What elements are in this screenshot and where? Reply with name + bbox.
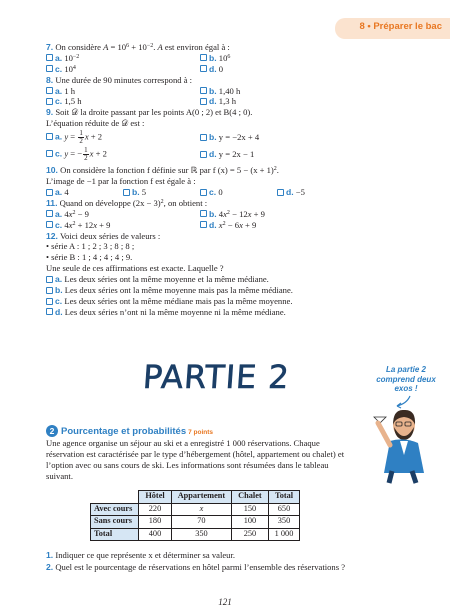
subquestion-1 [46,550,356,561]
option-text: 1,3 h [218,96,236,107]
option-letter: d. [209,96,217,107]
checkbox[interactable] [46,276,53,283]
checkbox[interactable] [200,65,207,72]
table-cell: 180 [139,516,171,529]
question-text-sep: . [153,42,158,52]
mascot-speech: La partie 2 comprend deux exos ! [376,365,436,393]
option-letter: c. [55,296,63,307]
option-12d[interactable] [46,307,426,318]
table-cell: 70 [171,516,231,529]
option-7b[interactable] [200,53,354,64]
question-text: Une durée de 90 minutes correspond à : [55,74,193,85]
question-text-end: , on obtient : [163,197,208,208]
column-header: Appartement [171,491,231,504]
table-cell: 250 [232,528,269,541]
checkbox[interactable] [46,221,53,228]
row-header: Sans cours [91,516,139,529]
option-letter: d. [55,306,63,317]
option-text: 0 [218,187,223,197]
checkbox[interactable] [200,210,207,217]
option-letter: a. [55,52,63,63]
question-text: Soit 𝒟 la droite passant par les points A(0 ; 2) et B(4 ; 0). [55,107,253,118]
checkbox[interactable] [277,189,284,196]
option-letter: d. [209,149,217,160]
option-letter: d. [209,219,217,230]
checkbox[interactable] [46,150,53,157]
option-11c[interactable]: c. $4x^2 + 12x + 9$ [46,220,200,231]
checkbox[interactable] [46,189,53,196]
checkbox[interactable] [123,189,130,196]
option-7d[interactable] [200,64,354,75]
table-cell: 650 [268,503,300,516]
option-text: 10 [64,63,73,74]
column-header: Total [268,491,300,504]
option-exponent: 4 [72,64,76,71]
option-9c[interactable]: c. y = − $\frac{1}{2}$ x + 2 [46,147,200,162]
question-10 [46,165,426,198]
fraction: $\frac{1}{2}$ [79,129,83,146]
option-7a[interactable] [46,53,200,64]
question-8 [46,75,426,108]
option-letter: d. [286,187,294,197]
checkbox[interactable] [200,87,207,94]
option-letter: b. [132,187,140,197]
mcq-block [46,42,426,318]
table-cell: 400 [139,528,171,541]
option-letter: b. [55,285,63,296]
table-row [91,503,300,516]
checkbox[interactable] [200,134,207,141]
exponent: 2 [160,198,164,205]
table-cell: 1 000 [268,528,300,541]
option-letter: a. [55,131,63,142]
table-cell-variable: x [199,503,204,513]
checkbox[interactable] [46,65,53,72]
question-subtext: L’image de −1 par la fonction f est égale à : [46,176,196,187]
table-cell: 350 [171,528,231,541]
option-9b[interactable] [200,132,354,143]
row-header: Avec cours [91,503,139,516]
question-number: 9. [46,107,54,118]
checkbox[interactable] [46,87,53,94]
table-header-row [91,491,300,504]
question-text: Quand on développe (2x − 3) [59,197,161,208]
option-text: 10 [64,52,73,63]
exercise-points: 7 points [188,429,214,436]
option-text: 4 [64,187,69,197]
option-letter: a. [55,274,63,285]
checkbox[interactable] [46,308,53,315]
option-letter: c. [55,148,63,159]
option-11b[interactable]: b. $4x^2 - 12x + 9$ [200,209,354,220]
option-exponent: −2 [72,53,80,60]
checkbox[interactable] [200,189,207,196]
question-12 [46,231,426,318]
option-11d[interactable]: d. $x^2 - 6x + 9$ [200,220,354,231]
question-text: On considère [55,42,104,52]
option-text: −5 [295,187,305,197]
option-text: 1,40 h [218,85,241,96]
question-number: 8. [46,74,54,85]
serie-b: • série B : 1 ; 4 ; 4 ; 4 ; 9. [46,252,133,263]
column-header: Chalet [232,491,269,504]
exercise-intro: Une agence organise un séjour au ski et a enregistré 1 000 réservations. Chaque réservation est caractérisée par le type d’hébergement (hôtel, appartement ou chalet) et l’option avec ou sans cours de ski. Les informations sont résumées dans le tableau suivant. [46,438,345,481]
table-row [91,516,300,529]
option-10d[interactable] [277,187,354,198]
checkbox[interactable] [200,221,207,228]
option-9d[interactable] [200,149,354,160]
option-12b[interactable] [46,285,426,296]
question-number: 11. [46,197,58,208]
exercise-number: 2 [46,425,58,437]
option-text: 1,5 h [64,96,82,107]
subquestion-text: Indiquer ce que représente x et déterminer sa valeur. [55,550,235,560]
option-text: Les deux séries ont la même médiane mais pas la même moyenne. [64,296,293,307]
option-text: 0 [218,63,224,74]
table-cell [171,503,231,516]
exercise-title [46,425,213,439]
option-text: 5 [141,187,147,197]
exercise-title-text: Pourcentage et probabilités [61,426,187,437]
exponent: 2 [273,166,277,173]
checkbox[interactable] [46,98,53,105]
checkbox[interactable] [46,287,53,294]
option-11a[interactable]: a. $4x^2 - 9$ [46,209,200,220]
option-8a[interactable] [46,86,200,97]
subquestion-number: 2. [46,562,54,572]
checkbox[interactable] [46,133,53,140]
fraction: $\frac{1}{2}$ [84,146,88,163]
question-7: 7. On considère $A = 10^6 + 10^{-2}$. A est environ égal à : a. $10^{-2}$ b. $10^6$ c. $10^4$ d. 0 [46,42,426,75]
option-9a[interactable]: a. y = $\frac{1}{2}$ x + 2 [46,130,200,145]
option-text: Les deux séries ont la même moyenne mais pas la même médiane. [64,285,293,296]
checkbox[interactable] [46,210,53,217]
option-8b[interactable] [200,86,354,97]
question-text: Voici deux séries de valeurs : [59,230,161,241]
option-12c[interactable] [46,296,426,307]
option-letter: a. [55,187,63,197]
question-11 [46,198,426,231]
question-number: 10. [46,165,58,176]
option-exponent: 6 [227,53,231,60]
question-text: On considère la fonction f définie sur ℝ par f (x) = 5 − (x + 1) [60,165,274,176]
option-letter: c. [55,96,63,107]
option-text: 1 h [64,85,76,96]
question-subtext: L’équation réduite de 𝒟 est : [46,118,145,129]
checkbox[interactable] [46,54,53,61]
subquestion-number: 1. [46,550,54,560]
question-number: 12. [46,230,58,241]
table-cell: 350 [268,516,300,529]
row-header: Total [91,528,139,541]
teacher-illustration [370,405,430,485]
option-12a[interactable] [46,274,426,285]
option-8d[interactable] [200,96,354,107]
checkbox[interactable] [200,54,207,61]
serie-a: • série A : 1 ; 2 ; 3 ; 8 ; 8 ; [46,241,135,252]
checkbox[interactable] [200,151,207,158]
question-number: 7. [46,42,54,52]
option-letter: b. [209,85,217,96]
table-cell: 150 [232,503,269,516]
option-letter: c. [209,187,217,197]
option-7c[interactable] [46,64,200,75]
question-text-end: . [276,165,279,176]
option-letter: d. [209,63,217,74]
question-text-end: est environ égal à : [162,42,230,52]
option-letter: c. [55,63,63,74]
chapter-label: 8 • Préparer le bac [359,21,442,32]
option-text: y = −2x + 4 [218,132,260,143]
option-text: 10 [218,52,228,63]
option-text: Les deux séries n’ont ni la même moyenne ni la même médiane. [64,306,286,317]
checkbox[interactable] [46,298,53,305]
option-letter: b. [209,52,217,63]
option-8c[interactable] [46,96,200,107]
option-letter: a. [55,85,63,96]
column-header: Hôtel [139,491,171,504]
subquestion-text: Quel est le pourcentage de réservations en hôtel parmi l’ensemble des réservations ? [55,562,346,572]
chapter-tab [335,18,450,39]
table-cell: 100 [232,516,269,529]
checkbox[interactable] [200,98,207,105]
reservations-table [90,490,300,541]
part-heading: PARTIE 2 [141,358,292,396]
option-text: y = 2x − 1 [218,149,255,160]
option-letter: b. [209,132,217,143]
option-text: Les deux séries ont la même moyenne et la même médiane. [64,274,269,285]
table-cell: 220 [139,503,171,516]
option-letter: a. [55,208,63,219]
option-10c[interactable] [200,187,277,198]
table-row [91,528,300,541]
option-letter: c. [55,219,63,230]
option-10b[interactable] [123,187,200,198]
question-9 [46,107,426,163]
option-10a[interactable] [46,187,123,198]
subquestion-2 [46,562,356,573]
question-subtext: Une seule de ces affirmations est exacte. Laquelle ? [46,263,224,274]
page-number: 121 [218,597,232,607]
option-letter: b. [209,208,217,219]
table-corner [91,491,139,504]
